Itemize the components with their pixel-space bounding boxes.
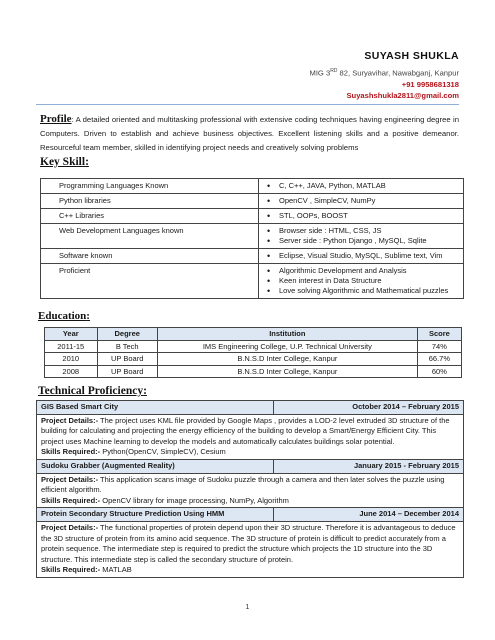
skill-values [259,224,464,249]
header-divider [36,104,459,105]
candidate-name: SUYASH SHUKLA [364,50,459,62]
skill-values [259,249,464,264]
project-name: GIS Based Smart City [37,401,274,415]
skill-category: Programming Languages Known [41,179,259,194]
skill-category: Web Development Languages known [41,224,259,249]
skill-row [41,249,464,264]
education-column-header: Institution [157,328,417,341]
project-details-text: This application scans image of Sudoku puzzle through a camera and then later solves the puzzle using efficient algorithm. [41,474,445,495]
project-skills-label: Skills Required:- [41,447,101,457]
contact-header [310,50,460,100]
project-description [37,414,464,459]
address-rest: 82, Suryavihar, Nawabganj, Kanpur [337,68,459,78]
skill-row [41,224,464,249]
skill-item: • OpenCV , SimpleCV, NumPy [279,196,459,206]
address-superscript: RD [330,68,338,74]
project-skills-label: Skills Required:- [41,565,101,575]
project-details-label: Project Details:- [41,415,99,425]
skill-list [279,266,459,296]
profile-section [40,112,459,155]
project-description [37,473,464,508]
project-name: Protein Secondary Structure Prediction Using HMM [37,508,274,522]
technical-proficiency-heading [38,385,147,397]
education-cell: UP Board [97,365,157,378]
skill-item: • Keen interest in Data Structure [279,276,459,286]
education-heading-text: Education [38,310,87,322]
project-details [41,416,459,448]
project-details-text: The functional properties of protein depend upon their 3D structure. Therefore it is advantageous to deduce the 3D structure of protein from its amino acid sequence. The 3D structure of protein is difficult to predict accurately from a protein sequence. The intermediate step is required to predict the structure which projects the 1D structure into the 3D structure. This intermediate step is called the secondary structure of protein. [41,522,456,564]
skill-item: • Server side : Python Django , MySQL, Sqlite [279,236,459,246]
email-link[interactable]: Suyashshukla2811@gmail.com [346,90,459,100]
project-skills [41,496,459,507]
project-skills [41,447,459,458]
skill-values [259,179,464,194]
education-column-header: Year [45,328,98,341]
skill-row [41,209,464,224]
project-dates: January 2015 - February 2015 [274,459,464,473]
key-skill-heading-text: Key Skill [40,156,86,168]
project-skills-label: Skills Required:- [41,495,101,505]
key-skill-table [40,178,464,299]
technical-heading-colon: : [143,385,147,397]
skill-item: • C, C++, JAVA, Python, MATLAB [279,181,459,191]
education-cell: 2008 [45,365,98,378]
skill-values [259,194,464,209]
education-column-header: Score [417,328,461,341]
education-cell: 60% [417,365,461,378]
skill-item: • STL, OOPs, BOOST [279,211,459,221]
education-cell: B Tech [97,340,157,353]
skill-list [279,181,459,191]
skill-item: • Algorithmic Development and Analysis [279,266,459,276]
address [310,68,460,78]
skill-row [41,179,464,194]
key-skill-heading-colon: : [85,156,89,168]
project-body-row [37,473,464,508]
education-cell: 66.7% [417,353,461,366]
education-cell: 2010 [45,353,98,366]
skill-category: C++ Libraries [41,209,259,224]
project-skills [41,565,459,576]
key-skill-heading [40,156,89,168]
education-heading [38,310,90,322]
education-cell: 74% [417,340,461,353]
skill-category: Software known [41,249,259,264]
project-dates: June 2014 – December 2014 [274,508,464,522]
skill-list [279,211,459,221]
project-details-label: Project Details:- [41,522,99,532]
profile-text: : A detailed oriented and multitasking professional with extensive coding techniques having engineering degree in Computers. Driven to establish and achieve business objectives. Excellent listening skills and a positive demeanor. Resourceful team member, skilled in identifying project needs and creatively solving problems [40,115,459,152]
project-details-text: The project uses KML file provided by Google Maps , provides a LOD-2 level extruded 3D structure of the building for calculating and projecting the energy efficiency of the building to develop a Smart/Energy Efficient City. This project uses Machine learning to develop the models and automatically calculates buildings solar potential. [41,415,450,446]
skill-row [41,194,464,209]
skill-values [259,264,464,299]
skill-list [279,226,459,246]
project-details-label: Project Details:- [41,474,99,484]
education-cell: 2011-15 [45,340,98,353]
page-number: 1 [245,604,250,611]
skill-category: Python libraries [41,194,259,209]
project-name: Sudoku Grabber (Augmented Reality) [37,459,274,473]
education-row [45,340,462,353]
education-cell: UP Board [97,353,157,366]
skill-values [259,209,464,224]
education-cell: B.N.S.D Inter College, Kanpur [157,365,417,378]
project-body-row [37,414,464,459]
project-header-row [37,401,464,415]
project-dates: October 2014 – February 2015 [274,401,464,415]
projects-table [36,400,464,578]
education-heading-colon: : [86,310,90,322]
project-skills-text: OpenCV library for image processing, NumPy, Algorithm [100,495,289,505]
profile-heading: Profile [40,113,72,125]
skill-list [279,251,459,261]
education-row [45,365,462,378]
skill-category: Proficient [41,264,259,299]
education-cell: B.N.S.D Inter College, Kanpur [157,353,417,366]
project-header-row [37,508,464,522]
address-prefix: MIG 3 [309,68,331,78]
education-column-header: Degree [97,328,157,341]
project-skills-text: Python(OpenCV, SimpleCV), Cesium [100,447,226,457]
project-details [41,475,459,496]
education-cell: IMS Engineering College, U.P. Technical University [157,340,417,353]
skill-item: • Eclipse, Visual Studio, MySQL, Sublime text, Vim [279,251,459,261]
project-details [41,523,459,565]
project-description [37,521,464,577]
skill-item: • Browser side : HTML, CSS, JS [279,226,459,236]
education-row [45,353,462,366]
skill-row [41,264,464,299]
phone-number: +91 9958681318 [401,79,459,89]
project-header-row [37,459,464,473]
education-table [44,327,462,378]
project-skills-text: MATLAB [100,565,132,575]
project-body-row [37,521,464,577]
skill-item: • Love solving Algorithmic and Mathematical puzzles [279,286,459,296]
technical-heading-text: Technical Proficiency [38,385,144,397]
skill-list [279,196,459,206]
